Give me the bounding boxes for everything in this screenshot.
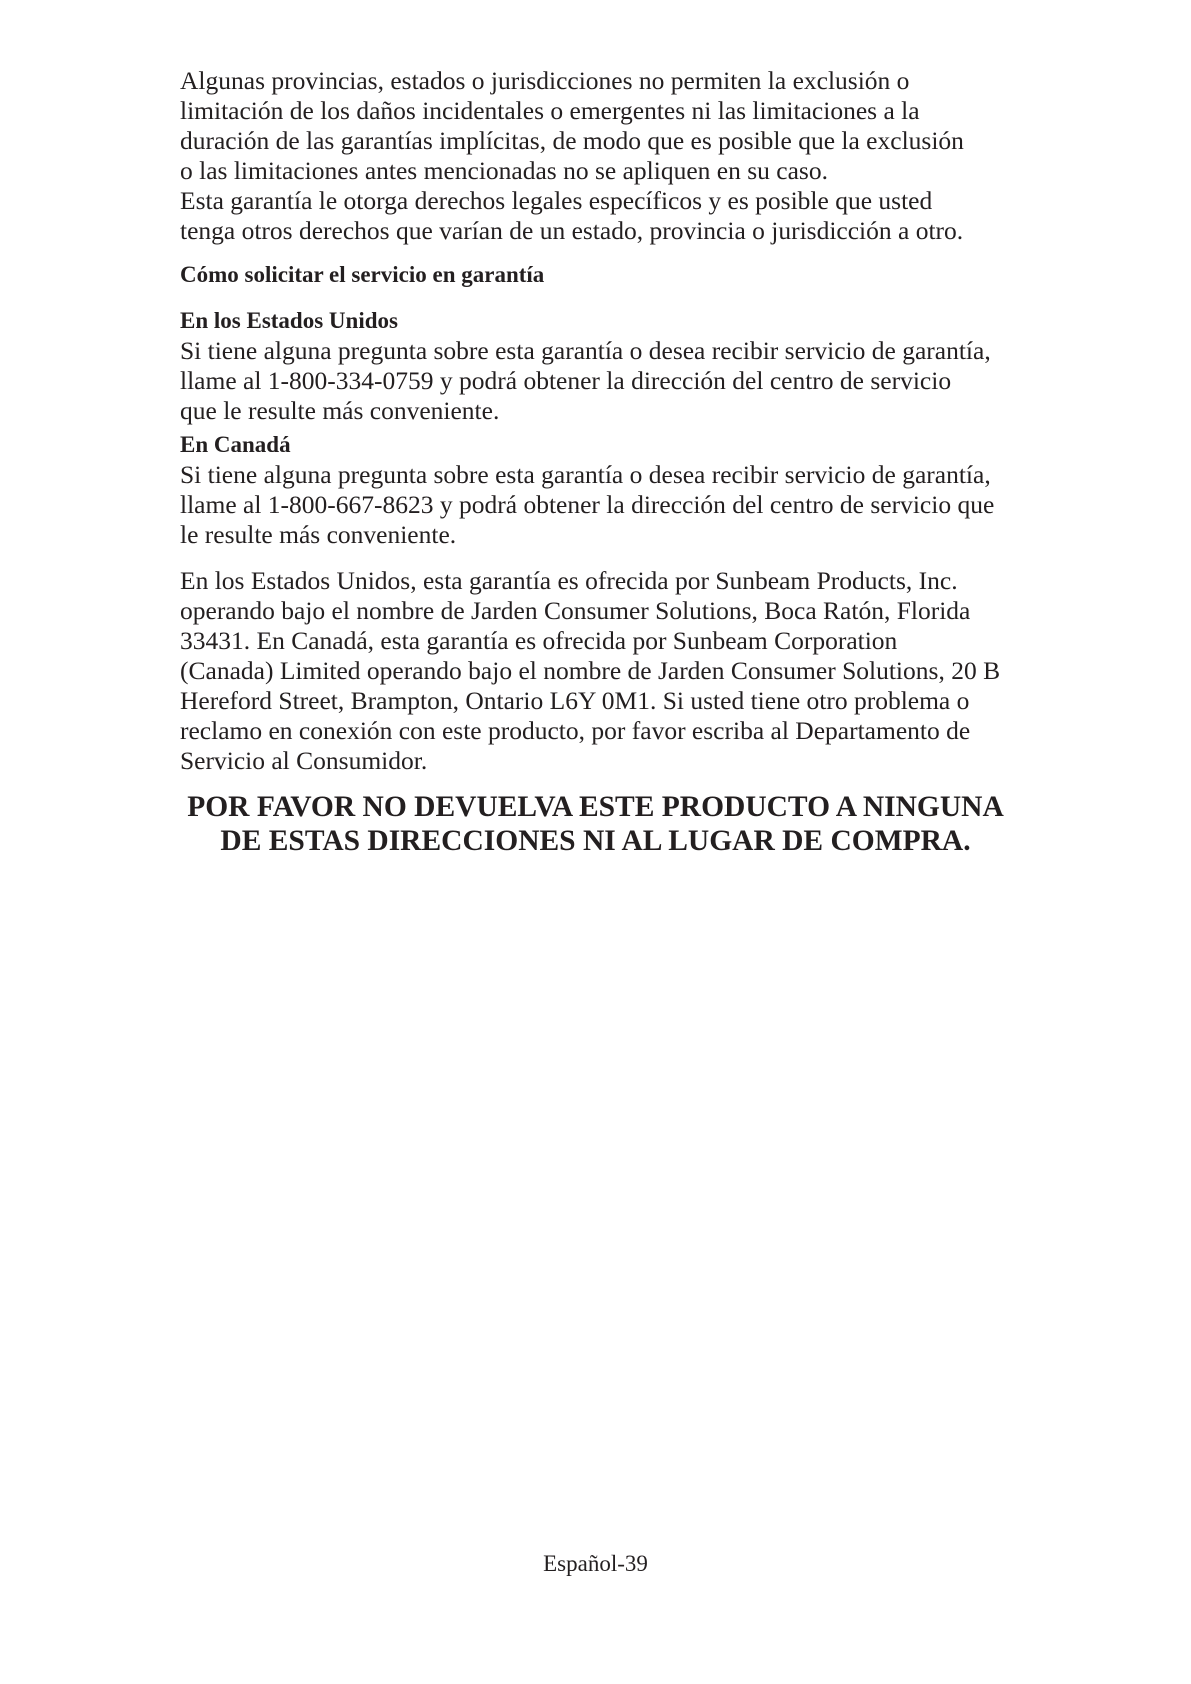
notice-line: POR FAVOR NO DEVUELVA ESTE PRODUCTO A NINGUNA [187, 791, 1004, 823]
page-number: Español-39 [543, 1551, 648, 1576]
canada-paragraph [180, 460, 1060, 550]
offered-by-paragraph [180, 566, 1060, 776]
usa-line: llame al 1-800-334-0759 y podrá obtener la dirección del centro de servicio [180, 366, 952, 395]
intro-line: Esta garantía le otorga derechos legales específicos y es posible que usted [180, 186, 933, 215]
offered-by-line: Hereford Street, Brampton, Ontario L6Y 0M1. Si usted tiene otro problema o [180, 686, 970, 715]
offered-by-line: (Canada) Limited operando bajo el nombre de Jarden Consumer Solutions, 20 B [180, 656, 1001, 685]
intro-line: duración de las garantías implícitas, de modo que es posible que la exclusión [180, 126, 964, 155]
document-body [180, 66, 1060, 776]
notice-line: DE ESTAS DIRECCIONES NI AL LUGAR DE COMPRA. [220, 825, 971, 857]
offered-by-line: 33431. En Canadá, esta garantía es ofrecida por Sunbeam Corporation [180, 626, 898, 655]
intro-line: limitación de los daños incidentales o emergentes ni las limitaciones a la [180, 96, 920, 125]
canada-line: llame al 1-800-667-8623 y podrá obtener la dirección del centro de servicio que [180, 490, 995, 519]
intro-line: o las limitaciones antes mencionadas no se apliquen en su caso. [180, 156, 828, 185]
canada-line: le resulte más conveniente. [180, 520, 457, 549]
service-heading: Cómo solicitar el servicio en garantía [180, 262, 545, 287]
usa-heading: En los Estados Unidos [180, 308, 398, 333]
return-notice [0, 790, 1191, 858]
usa-paragraph [180, 336, 1060, 426]
offered-by-line: reclamo en conexión con este producto, por favor escriba al Departamento de [180, 716, 971, 745]
intro-line: tenga otros derechos que varían de un estado, provincia o jurisdicción a otro. [180, 216, 964, 245]
intro-line: Algunas provincias, estados o jurisdicciones no permiten la exclusión o [180, 66, 910, 95]
intro-paragraph [180, 66, 1060, 246]
canada-heading: En Canadá [180, 432, 291, 457]
offered-by-line: Servicio al Consumidor. [180, 746, 428, 775]
offered-by-line: operando bajo el nombre de Jarden Consumer Solutions, Boca Ratón, Florida [180, 596, 971, 625]
usa-line: Si tiene alguna pregunta sobre esta garantía o desea recibir servicio de garantía, [180, 336, 991, 365]
usa-line: que le resulte más conveniente. [180, 396, 500, 425]
offered-by-line: En los Estados Unidos, esta garantía es ofrecida por Sunbeam Products, Inc. [180, 566, 958, 595]
canada-line: Si tiene alguna pregunta sobre esta garantía o desea recibir servicio de garantía, [180, 460, 991, 489]
